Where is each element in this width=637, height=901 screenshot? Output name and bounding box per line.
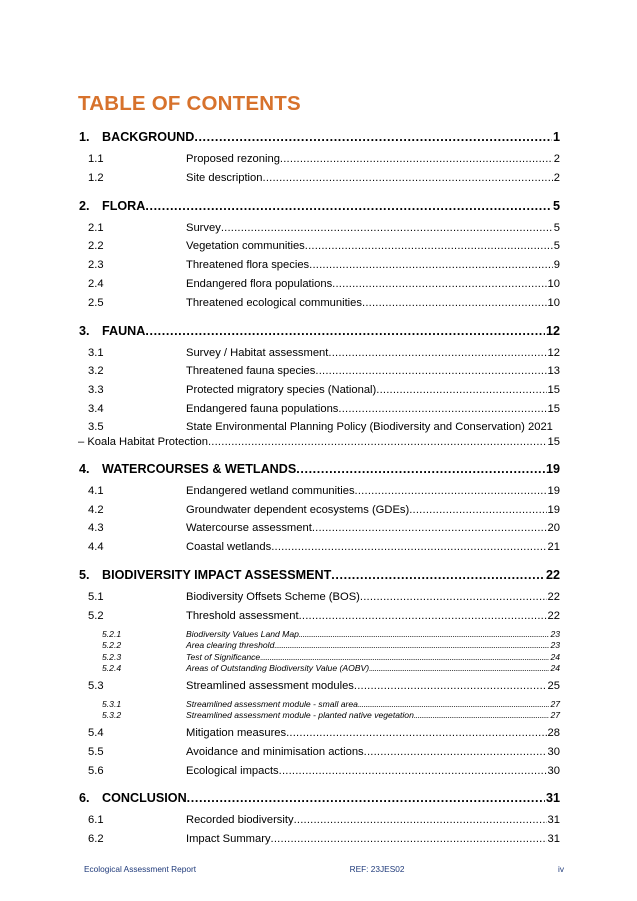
toc-entry-number: 4.2 — [88, 503, 104, 516]
toc-entry-title: Avoidance and minimisation actions — [186, 745, 364, 758]
page-title: TABLE OF CONTENTS — [78, 92, 301, 115]
toc-entry-l2-wrapped[interactable] — [78, 419, 560, 451]
footer-page-number: iv — [557, 864, 564, 874]
toc-entry-page: 20 — [547, 522, 560, 535]
toc-entry-page: 22 — [547, 609, 560, 622]
toc-entry-page: 24 — [550, 651, 560, 662]
toc-entry-number: 3.2 — [88, 365, 104, 378]
toc-entry-page: 5 — [553, 240, 560, 253]
toc-entry-page: 22 — [545, 567, 560, 582]
toc-dot-leader — [279, 762, 547, 781]
toc-dot-leader — [328, 344, 546, 363]
toc-entry-page: 27 — [550, 698, 560, 709]
toc-dot-leader — [354, 677, 547, 696]
toc-entry-page: 5 — [552, 198, 560, 213]
footer-report-name: Ecological Assessment Report — [84, 864, 197, 874]
toc-entry-number: 3.4 — [88, 402, 104, 415]
toc-entry-title: BACKGROUND — [102, 130, 195, 144]
toc-dot-leader — [221, 219, 553, 238]
toc-entry-title: Proposed rezoning — [186, 153, 280, 165]
toc-entry-page: 19 — [545, 461, 560, 476]
toc-entry-l2[interactable] — [78, 724, 560, 743]
toc-entry-number: 4.4 — [88, 541, 104, 554]
toc-entry-number: 2.5 — [88, 296, 104, 309]
toc-entry-number: 6.1 — [88, 814, 104, 827]
toc-entry-page: 28 — [547, 726, 560, 739]
toc-entry-title: Biodiversity Values Land Map — [186, 628, 299, 639]
toc-entry-number: 4.1 — [88, 484, 104, 497]
toc-dot-leader — [294, 811, 547, 830]
toc-entry-number: 3. — [79, 323, 90, 338]
toc-entry-l2[interactable] — [78, 762, 560, 781]
toc-entry-number: 5.6 — [88, 764, 104, 777]
toc-entry-title: Ecological impacts — [186, 764, 279, 777]
toc-entry-page: 15 — [547, 402, 560, 415]
toc-entry-title: Threatened flora species — [186, 259, 310, 272]
toc-entry-title: Watercourse assessment — [186, 522, 312, 535]
toc-dot-leader — [286, 724, 546, 743]
toc-dot-leader — [260, 652, 549, 664]
toc-entry-page: 10 — [547, 296, 560, 309]
toc-entry-title: BIODIVERSITY IMPACT ASSESSMENT — [102, 567, 332, 582]
toc-entry-number: 2. — [79, 198, 90, 213]
toc-entry-title: Coastal wetlands — [186, 541, 272, 554]
toc-entry-title: Biodiversity Offsets Scheme (BOS) — [186, 590, 360, 603]
toc-dot-leader — [338, 400, 546, 419]
toc-entry-title: Streamlined assessment modules — [186, 679, 354, 692]
toc-dot-leader — [312, 519, 547, 538]
toc-dot-leader — [364, 743, 547, 762]
toc-entry-number: 5.2 — [88, 609, 104, 622]
toc-dot-leader — [145, 322, 545, 340]
toc-dot-leader — [309, 256, 553, 275]
toc-entry-title: Endangered wetland communities — [186, 484, 355, 497]
toc-entry-l3[interactable] — [78, 629, 560, 641]
toc-entry-l2[interactable] — [78, 219, 560, 238]
toc-entry-l2[interactable] — [78, 294, 560, 313]
toc-entry-l3[interactable] — [78, 652, 560, 664]
toc-entry-l3[interactable] — [78, 640, 560, 652]
toc-entry-number: 4.3 — [88, 522, 104, 535]
toc-entry-page: 2 — [553, 153, 560, 165]
toc-entry-title: Areas of Outstanding Biodiversity Value (AOBV) — [186, 663, 370, 674]
toc-entry-l1[interactable] — [78, 197, 560, 215]
toc-entry-page: 30 — [547, 745, 560, 758]
toc-entry-number: 5.2.3 — [102, 651, 122, 662]
toc-entry-first-line — [78, 419, 560, 435]
toc-entry-number: 1.2 — [88, 171, 104, 184]
toc-entry-title: WATERCOURSES & WETLANDS — [102, 461, 297, 476]
toc-dot-leader — [271, 830, 547, 849]
toc-entry-title: Test of Significance — [186, 651, 261, 662]
toc-entry-page: 23 — [550, 640, 560, 651]
toc-entry-page: 1 — [552, 130, 560, 144]
toc-entry-number: 3.3 — [88, 384, 104, 397]
toc-entry-l2[interactable] — [78, 362, 560, 381]
toc-entry-l2[interactable] — [78, 150, 560, 169]
toc-dot-leader — [208, 435, 547, 449]
page-footer — [84, 864, 564, 874]
toc-entry-l2[interactable] — [78, 519, 560, 538]
toc-dot-leader — [409, 501, 546, 520]
toc-dot-leader — [271, 538, 546, 557]
toc-entry-l2[interactable] — [78, 588, 560, 607]
toc-entry-number: 5. — [79, 567, 90, 582]
toc-entry-number: 2.2 — [88, 240, 104, 253]
toc-entry-page: 13 — [547, 365, 560, 378]
toc-dot-leader — [187, 789, 545, 807]
toc-entry-l2[interactable] — [78, 256, 560, 275]
toc-entry-number: 3.5 — [88, 420, 104, 433]
toc-dot-leader — [145, 197, 552, 215]
toc-entry-page: 27 — [550, 710, 560, 721]
toc-entry-l3[interactable] — [78, 663, 560, 675]
toc-dot-leader — [331, 566, 545, 584]
toc-entry-number: 6. — [79, 791, 90, 806]
toc-entry-number: 5.5 — [88, 745, 104, 758]
toc-entry-page: 21 — [547, 541, 560, 554]
toc-entry-number: 1.1 — [88, 153, 104, 165]
toc-entry-l2[interactable] — [78, 381, 560, 400]
toc-entry-title: State Environmental Planning Policy (Biodiversity and Conservation) 2021 — [186, 420, 553, 433]
toc-entry-number: 5.3.2 — [102, 710, 122, 721]
toc-entry-number: 4. — [79, 461, 90, 476]
toc-dot-leader — [280, 150, 553, 169]
toc-entry-title: FAUNA — [102, 323, 146, 338]
toc-dot-leader — [305, 237, 553, 256]
toc-entry-title: Endangered flora populations — [186, 277, 333, 290]
toc-entry-l2[interactable] — [78, 400, 560, 419]
toc-entry-number: 1. — [79, 130, 90, 144]
toc-entry-l2[interactable] — [78, 743, 560, 762]
toc-entry-page: 31 — [545, 791, 560, 806]
toc-entry-title: Area clearing threshold — [186, 640, 275, 651]
toc-entry-l1[interactable] — [78, 789, 560, 807]
toc-entry-title: Vegetation communities — [186, 240, 305, 253]
toc-entry-title: Mitigation measures — [186, 726, 287, 739]
toc-entry-page: 19 — [547, 484, 560, 497]
toc-entry-number: 2.1 — [88, 221, 104, 234]
toc-entry-l2[interactable] — [78, 344, 560, 363]
toc-entry-title: Survey — [186, 221, 221, 234]
footer-reference: REF: 23JES02 — [349, 864, 405, 874]
toc-entry-l2[interactable] — [78, 237, 560, 256]
toc-dot-leader — [274, 640, 549, 652]
toc-entry-number: 6.2 — [88, 833, 104, 846]
toc-entry-page: 10 — [547, 277, 560, 290]
toc-entry-title: Threatened fauna species — [186, 365, 316, 378]
toc-entry-number: 2.3 — [88, 259, 104, 272]
toc-entry-title: CONCLUSION — [102, 791, 187, 806]
toc-entry-l1[interactable] — [78, 128, 560, 146]
toc-dot-leader — [296, 460, 545, 478]
toc-entry-number: 5.4 — [88, 726, 104, 739]
toc-entry-title-continued: – Koala Habitat Protection — [78, 435, 208, 448]
toc-entry-continuation — [78, 435, 560, 451]
toc-entry-page: 12 — [547, 346, 560, 359]
toc-entry-number: 2.4 — [88, 277, 104, 290]
toc-entry-page: 30 — [547, 764, 560, 777]
toc-entry-number: 5.3.1 — [102, 698, 122, 709]
toc-entry-page: 31 — [547, 814, 560, 827]
toc-entry-l1[interactable] — [78, 566, 560, 584]
toc-entry-l2[interactable] — [78, 607, 560, 626]
toc-entry-l2[interactable] — [78, 169, 560, 188]
toc-entry-title: Endangered fauna populations — [186, 402, 339, 415]
toc-entry-page: 19 — [547, 503, 560, 516]
toc-entry-page: 2 — [553, 171, 560, 184]
toc-dot-leader — [369, 663, 549, 675]
toc-dot-leader — [315, 362, 546, 381]
toc-entry-number: 5.1 — [88, 590, 104, 603]
toc-dot-leader — [355, 482, 547, 501]
toc-dot-leader — [360, 588, 547, 607]
toc-entry-l2[interactable] — [78, 811, 560, 830]
toc-entry-number: 3.1 — [88, 346, 104, 359]
toc-entry-number: 5.3 — [88, 679, 104, 692]
toc-entry-l1[interactable] — [78, 322, 560, 340]
toc-entry-number: 5.2.1 — [102, 628, 122, 639]
table-of-contents — [78, 128, 560, 849]
toc-entry-l2[interactable] — [78, 275, 560, 294]
toc-entry-title: Streamlined assessment module - planted native vegetation — [186, 710, 414, 721]
toc-entry-title: Recorded biodiversity — [186, 814, 294, 827]
toc-dot-leader — [299, 629, 550, 641]
toc-entry-page: 31 — [547, 833, 560, 846]
toc-entry-title: Survey / Habitat assessment — [186, 346, 329, 359]
toc-entry-title: FLORA — [102, 198, 146, 213]
toc-entry-l2[interactable] — [78, 538, 560, 557]
toc-entry-page: 15 — [547, 435, 560, 448]
toc-entry-page: 5 — [553, 221, 560, 234]
toc-entry-page: 23 — [550, 628, 560, 639]
toc-entry-title: Site description — [186, 171, 263, 184]
toc-entry-l1[interactable] — [78, 460, 560, 478]
toc-entry-page: 9 — [553, 259, 560, 272]
toc-dot-leader — [414, 710, 550, 722]
toc-entry-l3[interactable] — [78, 710, 560, 722]
toc-dot-leader — [263, 169, 553, 188]
toc-entry-l2[interactable] — [78, 830, 560, 849]
toc-entry-title: Threshold assessment — [186, 609, 299, 622]
toc-entry-page: 12 — [545, 323, 560, 338]
toc-entry-number: 5.2.4 — [102, 663, 122, 674]
toc-dot-leader — [299, 607, 547, 626]
toc-entry-l3[interactable] — [78, 699, 560, 711]
toc-entry-number: 5.2.2 — [102, 640, 122, 651]
toc-entry-title: Threatened ecological communities — [186, 296, 362, 309]
toc-entry-page: 25 — [547, 679, 560, 692]
toc-dot-leader — [332, 275, 546, 294]
toc-dot-leader — [376, 381, 546, 400]
toc-entry-title: Impact Summary — [186, 833, 271, 846]
toc-dot-leader — [194, 128, 552, 146]
toc-entry-l2[interactable] — [78, 482, 560, 501]
toc-dot-leader — [362, 294, 547, 313]
toc-entry-title: Protected migratory species (National) — [186, 384, 377, 397]
toc-entry-page: 15 — [547, 384, 560, 397]
toc-entry-title: Groundwater dependent ecosystems (GDEs) — [186, 503, 410, 516]
toc-entry-title: Streamlined assessment module - small area — [186, 698, 358, 709]
toc-entry-l2[interactable] — [78, 677, 560, 696]
toc-entry-l2[interactable] — [78, 501, 560, 520]
toc-entry-page: 24 — [550, 663, 560, 674]
toc-entry-page: 22 — [547, 590, 560, 603]
toc-dot-leader — [358, 699, 549, 711]
